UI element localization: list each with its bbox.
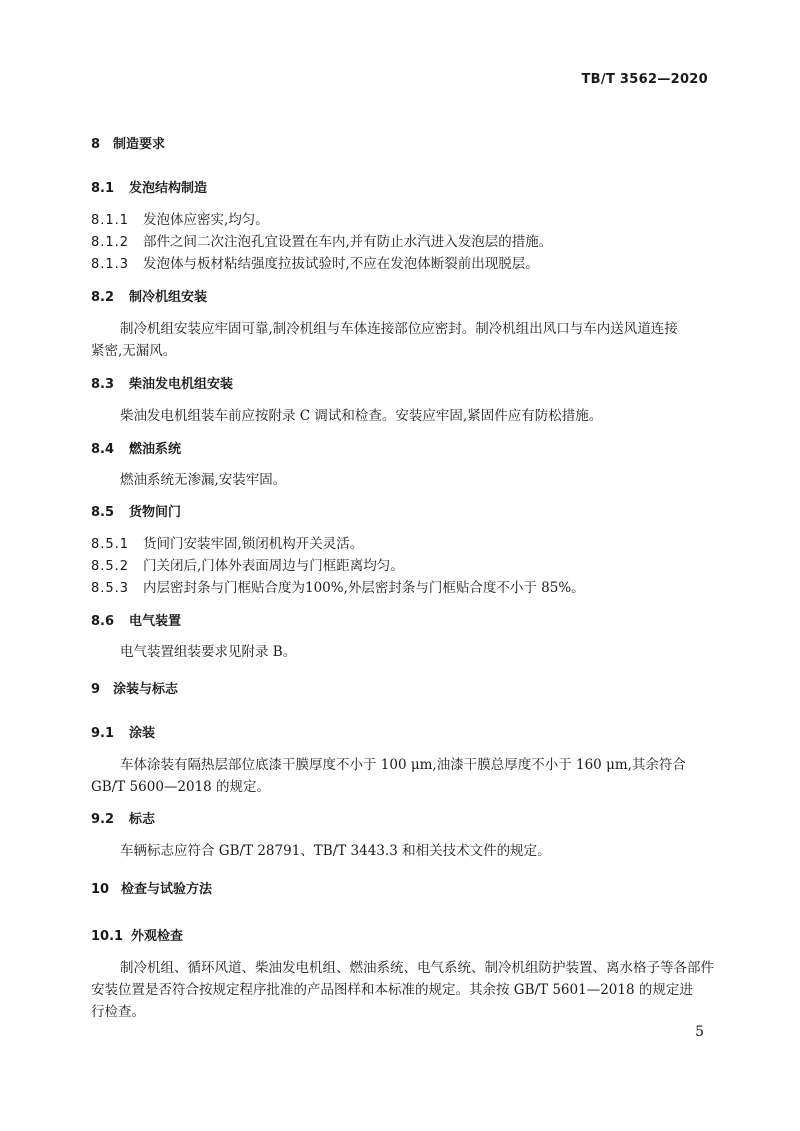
clause-8-1-1: 8.1.1 发泡体应密实,均匀。 (91, 212, 269, 228)
section-8-heading: 8 制造要求 (91, 137, 166, 152)
section-8-2-paragraph-line2: 紧密,无漏风。 (91, 343, 177, 359)
section-10-1-paragraph-line3: 行检查。 (91, 1004, 145, 1020)
page-number: 5 (695, 1024, 704, 1040)
section-9-2-heading: 9.2 标志 (91, 812, 156, 827)
clause-8-5-2: 8.5.2 门关闭后,门体外表面周边与门框距离均匀。 (91, 558, 404, 574)
section-10-1-paragraph-line1: 制冷机组、循环风道、柴油发电机组、燃油系统、电气系统、制冷机组防护装置、离水格子等各部件 (120, 960, 714, 976)
section-8-3-heading: 8.3 柴油发电机组安装 (91, 377, 234, 392)
section-10-1-heading: 10.1 外观检查 (91, 929, 184, 944)
section-8-5-heading: 8.5 货物间门 (91, 505, 182, 520)
clause-8-1-3: 8.1.3 发泡体与板材粘结强度拉拔试验时,不应在发泡体断裂前出现脱层。 (91, 256, 539, 272)
section-9-1-paragraph-line2: GB/T 5600—2018 的规定。 (91, 779, 271, 795)
section-8-6-heading: 8.6 电气装置 (91, 614, 182, 629)
clause-8-5-3: 8.5.3 内层密封条与门框贴合度为100%,外层密封条与门框贴合度不小于 85%。 (91, 580, 585, 596)
section-8-3-paragraph: 柴油发电机组装车前应按附录 C 调试和检查。安装应牢固,紧固件应有防松措施。 (120, 408, 603, 424)
section-8-2-heading: 8.2 制冷机组安装 (91, 290, 208, 305)
section-8-1-heading: 8.1 发泡结构制造 (91, 181, 208, 196)
clause-8-1-2: 8.1.2 部件之间二次注泡孔宜设置在车内,并有防止水汽进入发泡层的措施。 (91, 234, 553, 250)
section-8-6-paragraph: 电气装置组装要求见附录 B。 (120, 644, 297, 660)
clause-8-5-1: 8.5.1 货间门安装牢固,锁闭机构开关灵活。 (91, 536, 364, 552)
section-9-1-heading: 9.1 涂装 (91, 726, 156, 741)
section-8-2-paragraph-line1: 制冷机组安装应牢固可靠,制冷机组与车体连接部位应密封。制冷机组出风口与车内送风道连接 (120, 321, 678, 337)
section-9-heading: 9 涂装与标志 (91, 682, 179, 697)
section-8-4-paragraph: 燃油系统无渗漏,安装牢固。 (120, 472, 287, 488)
section-9-2-paragraph: 车辆标志应符合 GB/T 28791、TB/T 3443.3 和相关技术文件的规定。 (120, 843, 551, 859)
section-10-1-paragraph-line2: 安装位置是否符合按规定程序批准的产品图样和本标准的规定。其余按 GB/T 5601—2018 的规定进 (91, 982, 693, 998)
section-8-4-heading: 8.4 燃油系统 (91, 442, 182, 457)
section-10-heading: 10 检查与试验方法 (91, 882, 213, 897)
standard-number: TB/T 3562—2020 (581, 72, 708, 87)
section-9-1-paragraph-line1: 车体涂装有隔热层部位底漆干膜厚度不小于 100 μm,油漆干膜总厚度不小于 160 μm,其余符合 (120, 757, 686, 773)
